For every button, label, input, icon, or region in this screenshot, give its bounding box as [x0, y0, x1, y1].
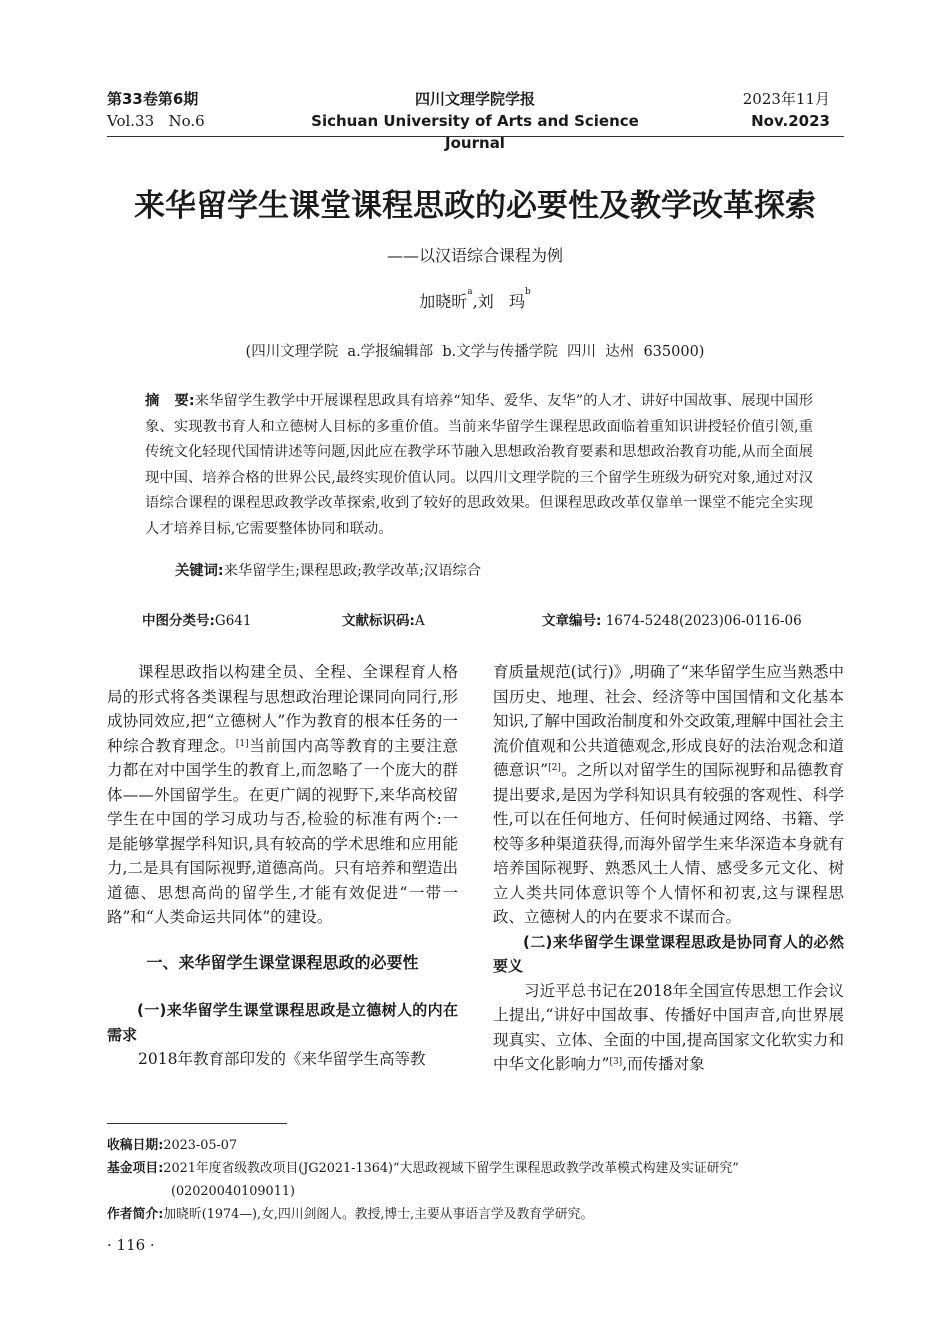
fund-value: 2021年度省级教改项目(JG2021-1364)“大思政视域下留学生课程思政教学改革模式构建及实证研究”: [163, 1161, 739, 1176]
journal-cn: 四川文理学院学报: [414, 90, 535, 108]
author-2-affil: b: [524, 287, 531, 297]
received-value: 2023-05-07: [163, 1138, 238, 1153]
volume-cn: 第33卷第6期: [107, 90, 199, 108]
paragraph-text: ,而传播对象: [622, 1055, 705, 1073]
received-label: 收稿日期:: [107, 1138, 164, 1153]
citation: [3]: [609, 1057, 623, 1067]
journal-name: [290, 88, 660, 154]
bio-label: 作者简介:: [107, 1207, 164, 1222]
received-date: [107, 1134, 847, 1157]
paragraph-text: 习近平总书记在2018年全国宣传思想工作会议上提出,“讲好中国故事、传播好中国声音,向世界展现真实、立体、全面的中国,提高国家文化软实力和中华文化影响力”: [493, 981, 844, 1073]
page-number: · 116 ·: [107, 1236, 155, 1254]
citation: [1]: [235, 738, 249, 749]
author-bio: [107, 1203, 847, 1226]
fund-info: [107, 1157, 847, 1180]
bio-value: 加晓昕(1974—),女,四川剑阁人。教授,博士,主要从事语言学及教育学研究。: [163, 1207, 594, 1222]
article-number: [542, 609, 802, 629]
clc-value: G641: [214, 613, 252, 629]
volume-en: Vol.33 No.6: [107, 112, 205, 130]
clc-number: [142, 609, 251, 629]
paragraph: [493, 979, 844, 1077]
doc-value: A: [414, 613, 425, 629]
volume-issue: [107, 88, 205, 132]
author-1-affil: a: [467, 287, 473, 297]
abstract: [145, 389, 813, 542]
clc-label: 中图分类号:: [142, 613, 215, 629]
footnotes: [107, 1134, 847, 1226]
author-sep: ,: [472, 292, 478, 311]
paragraph-text: 育质量规范(试行)》,明确了“来华留学生应当熟悉中国历史、地理、社会、经济等中国国情和文化基本知识,了解中国政治制度和外交政策,理解中国社会主流价值观和公共道德观念,形成良好的法治观念和道德意识”: [493, 663, 844, 779]
subsection-heading: (一)来华留学生课堂课程思政是立德树人的内在需求: [107, 1001, 458, 1044]
author-2: 刘 玛: [477, 292, 525, 311]
paragraph-text: 当前国内高等教育的主要注意力都在对中国学生的教育上,而忽略了一个庞大的群体——外国留学生。在更广阔的视野下,来华高校留学生在中国的学习成功与否,检验的标准有两个:一是能够掌握学科知识,具有较高的学术思维和应用能力,二是具有国际视野,道德高尚。只有培养和塑造出道德、思想高尚的留学生,才能有效促进“一带一路”和“人类命运共同体”的建设。: [107, 736, 458, 926]
header-rule: [107, 136, 844, 137]
article-subtitle: ——以汉语综合课程为例: [386, 246, 563, 265]
paragraph: [107, 660, 458, 930]
art-value: 1674-5248(2023)06-0116-06: [605, 613, 802, 629]
authors: [0, 289, 950, 312]
citation: [2]: [548, 763, 561, 773]
fund-label: 基金项目:: [107, 1161, 164, 1176]
paragraph: 2018年教育部印发的《来华留学生高等教: [138, 1050, 426, 1068]
art-label: 文章编号:: [542, 613, 602, 629]
paragraph-text: 。之所以对留学生的国际视野和品德教育提出要求,是因为学科知识具有较强的客观性、科学性,可以在任何地方、任何时候通过网络、书籍、学校等多种渠道获得,而海外留学生来华深造本身就有培养国际视野、熟悉风土人情、感受多元文化、树立人类共同体意识等个人情怀和初衷,这与课程思政、立德树人的内在要求不谋而合。: [493, 761, 844, 926]
paragraph: [493, 660, 844, 930]
footnote-rule: [107, 1123, 287, 1124]
article-title: 来华留学生课堂课程思政的必要性及教学改革探索: [134, 188, 816, 224]
author-1: 加晓昕: [419, 292, 468, 311]
subsection-heading: (二)来华留学生课堂课程思政是协同育人的必然要义: [493, 932, 844, 975]
body-column-right: [493, 660, 844, 1077]
keywords: [175, 560, 481, 580]
keywords-label: 关键词:: [175, 563, 224, 579]
paragraph-text: 课程思政指以构建全员、全程、全课程育人格局的形式将各类课程与思想政治理论课同向同行,形成协同效应,把“立德树人”作为教育的根本任务的一种综合教育理念。: [107, 663, 458, 755]
affiliation: (四川文理学院 a.学报编辑部 b.文学与传播学院 四川 达州 635000): [245, 344, 705, 360]
section-heading: 一、来华留学生课堂课程思政的必要性: [146, 952, 419, 972]
issue-date: [743, 88, 830, 132]
keywords-text: 来华留学生;课程思政;教学改革;汉语综合: [223, 563, 482, 579]
date-en: Nov.2023: [751, 112, 830, 130]
fund-number: (02020040109011): [171, 1184, 295, 1199]
journal-en: Sichuan University of Arts and Science Journal: [311, 112, 639, 152]
doc-label: 文献标识码:: [342, 613, 415, 629]
abstract-label: 摘 要:: [145, 393, 195, 409]
date-cn: 2023年11月: [742, 90, 830, 108]
doc-code: [342, 609, 425, 629]
abstract-text: 来华留学生教学中开展课程思政具有培养“知华、爱华、友华”的人才、讲好中国故事、展现中国形象、实现教书育人和立德树人目标的多重价值。当前来华留学生课程思政面临着重知识讲授轻价值引领,重传统文化轻现代国情讲述等问题,因此应在教学环节融入思想政治教育要素和思想政治教育功能,从而全面展现中国、培养合格的世界公民,最终实现价值认同。以四川文理学院的三个留学生班级为研究对象,通过对汉语综合课程的课程思政教学改革探索,收到了较好的思政效果。但课程思政改革仅靠单一课堂不能完全实现人才培养目标,它需要整体协同和联动。: [145, 393, 813, 537]
body-column-left: [107, 660, 458, 1072]
